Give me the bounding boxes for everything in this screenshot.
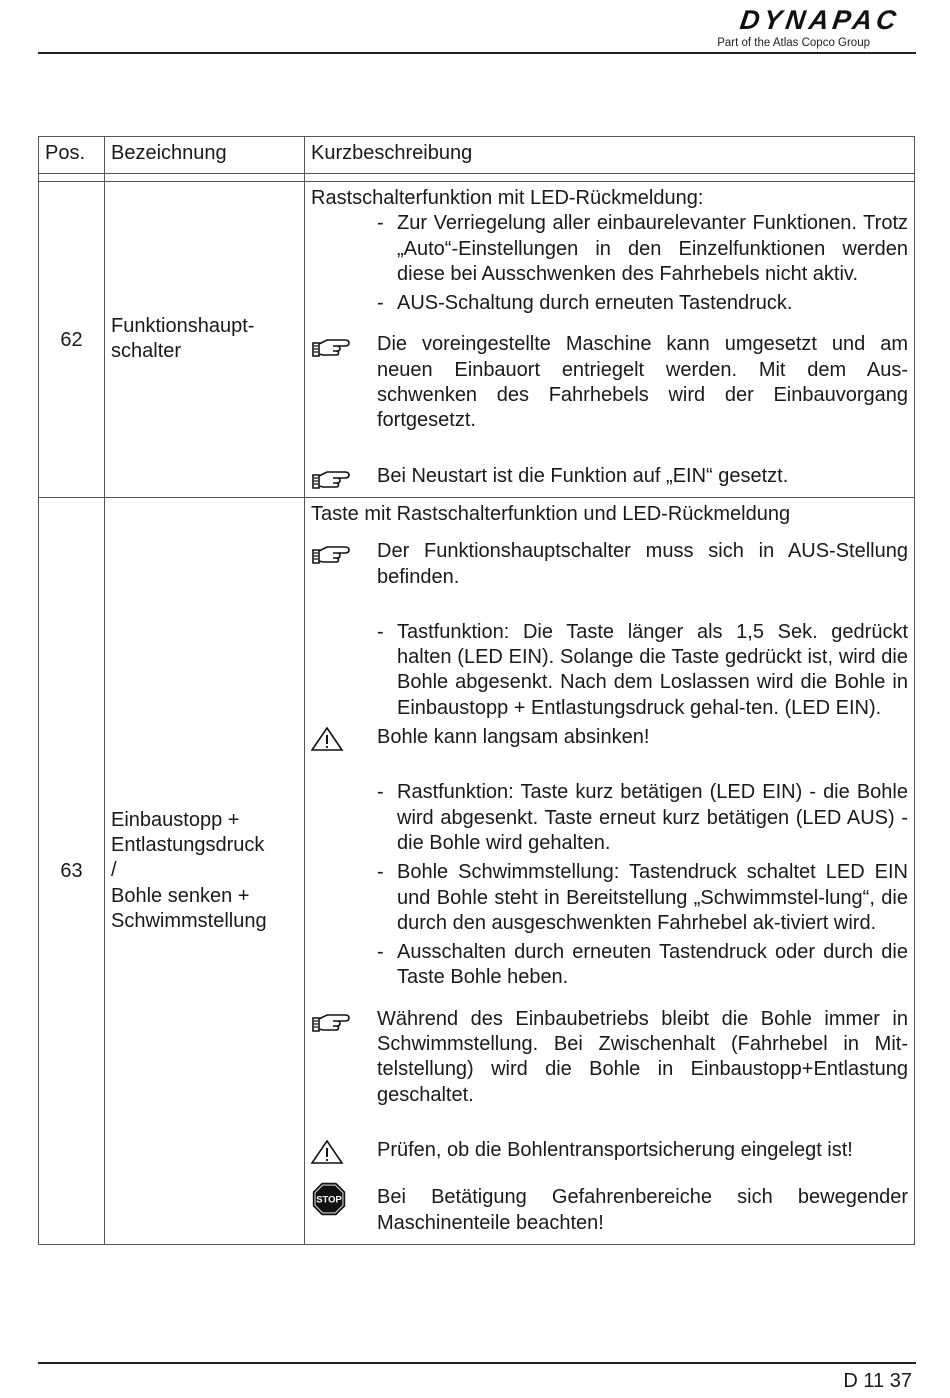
top-divider bbox=[38, 52, 916, 54]
list-item: - Rastfunktion: Taste kurz betätigen (LED EIN) - die Bohle wird abgesenkt. Taste erneut kurz betätigen (LED AUS) - die Bohle wird gehalten. bbox=[377, 781, 908, 854]
bezeichnung-cell bbox=[105, 182, 305, 498]
svg-text:STOP: STOP bbox=[316, 1194, 342, 1206]
pointing-hand-icon bbox=[311, 1009, 351, 1033]
pointing-hand-icon bbox=[311, 334, 351, 358]
note-block: Der Funktionshauptschalter muss sich in AUS-Stellung befinden. bbox=[311, 539, 908, 590]
note-block: Während des Einbaubetriebs bleibt die Bohle immer in Schwimmstellung. Bei Zwischenhalt (Fahrhebel in Mit-telstellung) wird die Bohle in Einbaustopp+Entlastung geschaltet. bbox=[311, 1007, 908, 1108]
warning-block: Prüfen, ob die Bohlentransportsicherung eingelegt ist! bbox=[311, 1138, 908, 1163]
kurzbeschreibung-cell bbox=[305, 497, 915, 1244]
note-block: Bei Neustart ist die Funktion auf „EIN“ gesetzt. bbox=[311, 464, 908, 489]
brand-subtitle: Part of the Atlas Copco Group bbox=[717, 37, 870, 49]
stop-block: STOP Bei Betätigung Gefahrenbereiche sich bewegender Maschinenteile beachten! bbox=[311, 1185, 908, 1236]
pointing-hand-icon bbox=[311, 466, 351, 490]
list-item: - AUS-Schaltung durch erneuten Tastendruck. bbox=[377, 292, 793, 315]
pos-cell: 63 bbox=[39, 497, 105, 1244]
warning-triangle-icon bbox=[311, 727, 351, 751]
column-header-bezeichnung: Bezeichnung bbox=[105, 137, 305, 174]
bezeichnung-cell bbox=[105, 497, 305, 1244]
bezeichnung-text: Funktionshaupt- schalter bbox=[111, 315, 255, 363]
column-header-kurzbeschreibung: Kurzbeschreibung bbox=[305, 137, 915, 174]
bullet-list bbox=[311, 211, 908, 316]
dynapac-logo: DYNAPAC bbox=[738, 5, 903, 35]
kurzbeschreibung-cell bbox=[305, 182, 915, 498]
column-header-pos: Pos. bbox=[39, 137, 105, 174]
bullet-list bbox=[311, 620, 908, 721]
description-lead: Rastschalterfunktion mit LED-Rückmeldung: bbox=[311, 187, 704, 209]
stop-sign-icon bbox=[311, 1181, 347, 1217]
list-item: - Zur Verriegelung aller einbaurelevanter Funktionen. Trotz „Auto“-Einstellungen in den Einzelfunktionen werden diese bei Ausschwenken des Fahrhebels nicht aktiv. bbox=[377, 212, 908, 285]
note-block: Die voreingestellte Maschine kann umgesetzt und am neuen Einbauort entriegelt werden. Mit dem Aus-schwenken des Fahrhebels wird der Einbauvorgang fortgesetzt. bbox=[311, 332, 908, 433]
bottom-divider bbox=[38, 1362, 916, 1364]
list-item: - Bohle Schwimmstellung: Tastendruck schaltet LED EIN und Bohle steht in Bereitstellung „Schwimmstel-lung“, die durch den ausgeschwenkten Fahrhebel ak-tiviert wird. bbox=[377, 861, 908, 934]
table-row bbox=[39, 182, 915, 498]
pointing-hand-icon bbox=[311, 541, 351, 565]
bullet-list bbox=[311, 780, 908, 990]
page-number: D 11 37 bbox=[843, 1370, 912, 1392]
warning-block: Bohle kann langsam absinken! bbox=[311, 725, 908, 750]
warning-triangle-icon bbox=[311, 1140, 351, 1164]
pos-cell: 62 bbox=[39, 182, 105, 498]
table-row bbox=[39, 497, 915, 1244]
header-separator bbox=[39, 174, 915, 182]
description-lead: Taste mit Rastschalterfunktion und LED-Rückmeldung bbox=[311, 502, 791, 525]
function-table bbox=[38, 136, 915, 1245]
list-item: - Ausschalten durch erneuten Tastendruck oder durch die Taste Bohle heben. bbox=[377, 941, 908, 989]
table-header-row bbox=[39, 137, 915, 174]
list-item: - Tastfunktion: Die Taste länger als 1,5 Sek. gedrückt halten (LED EIN). Solange die Taste gedrückt ist, wird die Bohle abgesenkt. Nach dem Loslassen wird die Bohle in Einbaustopp + Entlastungsdruck gehal-ten. (LED EIN). bbox=[377, 620, 908, 719]
brand-header bbox=[717, 5, 903, 49]
bezeichnung-text: Einbaustopp + Entlastungsdruck / Bohle senken + Schwimmstellung bbox=[111, 808, 267, 932]
